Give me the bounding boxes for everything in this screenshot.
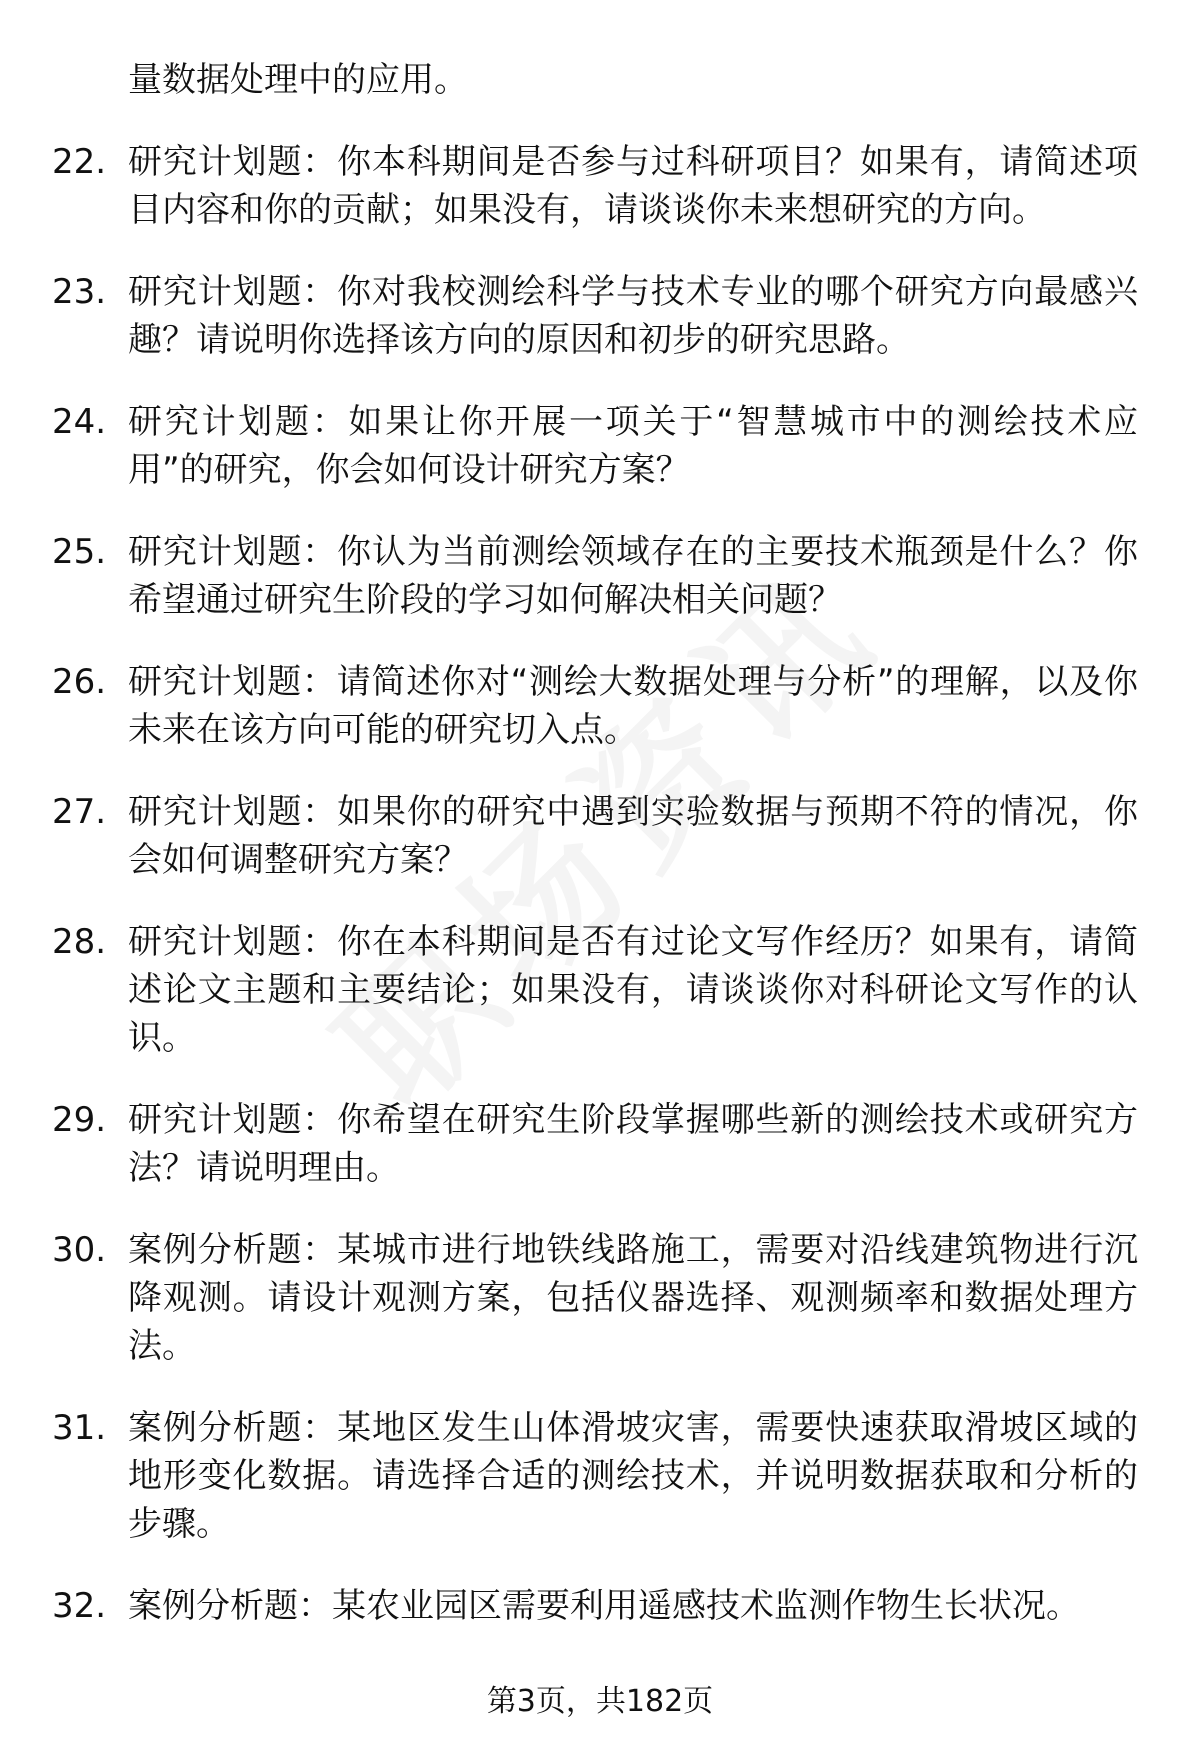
question-number: 29. xyxy=(52,1100,107,1140)
question-item xyxy=(52,1096,1152,1192)
question-item xyxy=(52,1582,1152,1630)
question-item xyxy=(52,658,1152,754)
question-item xyxy=(52,1404,1152,1548)
question-item xyxy=(52,1226,1152,1370)
question-number: 26. xyxy=(52,662,107,702)
question-item xyxy=(52,398,1152,494)
page-footer: 第3页，共182页 xyxy=(486,1684,714,1719)
question-item xyxy=(52,268,1152,364)
question-text: 研究计划题：你本科期间是否参与过科研项目？如果有，请简述项目内容和你的贡献；如果没有，请谈谈你未来想研究的方向。 xyxy=(128,142,1138,230)
question-number: 30. xyxy=(52,1230,107,1270)
continuation-text: 量数据处理中的应用。 xyxy=(128,60,468,100)
question-item xyxy=(52,788,1152,884)
question-text: 案例分析题：某城市进行地铁线路施工，需要对沿线建筑物进行沉降观测。请设计观测方案，包括仪器选择、观测频率和数据处理方法。 xyxy=(128,1230,1138,1366)
question-text: 案例分析题：某地区发生山体滑坡灾害，需要快速获取滑坡区域的地形变化数据。请选择合适的测绘技术，并说明数据获取和分析的步骤。 xyxy=(128,1408,1138,1544)
question-item xyxy=(52,138,1152,234)
question-text: 研究计划题：你认为当前测绘领域存在的主要技术瓶颈是什么？你希望通过研究生阶段的学习如何解决相关问题？ xyxy=(128,532,1138,620)
question-number: 24. xyxy=(52,402,107,442)
question-number: 28. xyxy=(52,922,107,962)
question-number: 25. xyxy=(52,532,107,572)
question-number: 22. xyxy=(52,142,107,182)
question-text: 研究计划题：如果让你开展一项关于“智慧城市中的测绘技术应用”的研究，你会如何设计研究方案？ xyxy=(128,402,1138,490)
question-item xyxy=(52,918,1152,1062)
question-text: 研究计划题：你对我校测绘科学与技术专业的哪个研究方向最感兴趣？请说明你选择该方向的原因和初步的研究思路。 xyxy=(128,272,1138,360)
question-text: 研究计划题：你在本科期间是否有过论文写作经历？如果有，请简述论文主题和主要结论；如果没有，请谈谈你对科研论文写作的认识。 xyxy=(128,922,1138,1058)
question-list xyxy=(52,56,1152,1664)
question-number: 27. xyxy=(52,792,107,832)
question-number: 31. xyxy=(52,1408,107,1448)
question-text: 案例分析题：某农业园区需要利用遥感技术监测作物生长状况。 xyxy=(128,1586,1080,1626)
question-number: 32. xyxy=(52,1586,107,1626)
question-text: 研究计划题：请简述你对“测绘大数据处理与分析”的理解，以及你未来在该方向可能的研究切入点。 xyxy=(128,662,1138,750)
question-text: 研究计划题：你希望在研究生阶段掌握哪些新的测绘技术或研究方法？请说明理由。 xyxy=(128,1100,1138,1188)
question-number: 23. xyxy=(52,272,107,312)
question-item xyxy=(52,528,1152,624)
question-text: 研究计划题：如果你的研究中遇到实验数据与预期不符的情况，你会如何调整研究方案？ xyxy=(128,792,1138,880)
